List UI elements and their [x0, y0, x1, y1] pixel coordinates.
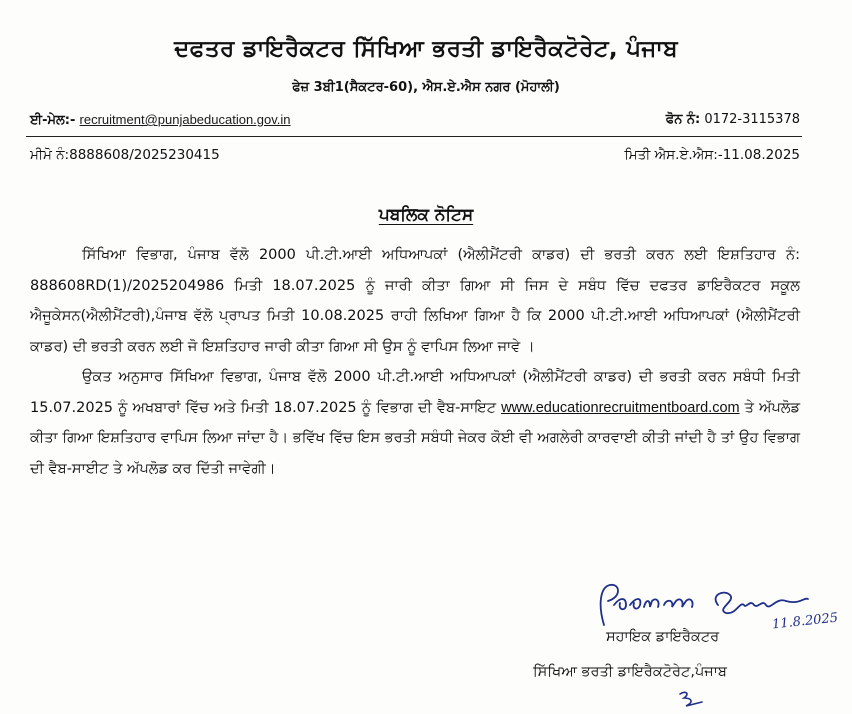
- email-link[interactable]: recruitment@punjabeducation.gov.in: [79, 112, 291, 127]
- contact-row: [30, 112, 800, 128]
- signatory-designation: ਸਹਾਇਕ ਡਾਇਰੈਕਟਰ: [606, 629, 720, 645]
- notice-body: [30, 240, 800, 484]
- handwritten-date: 11.8.2025: [771, 610, 839, 633]
- office-address: ਫੇਜ਼ 3ਬੀ1(ਸੈਕਟਰ-60), ਐਸ.ਏ.ਐਸ ਨਗਰ (ਮੋਹਾਲੀ): [292, 80, 560, 95]
- notice-paragraph-2: [30, 362, 800, 484]
- paragraph-2-end: ਤੇ ਅੱਪਲੋਡ ਕੀਤਾ ਗਿਆ ਇਸ਼ਤਿਹਾਰ ਵਾਪਿਸ ਲਿਆ ਜਾਂਦਾ ਹੈ। ਭਵਿੱਖ ਵਿੱਚ ਇਸ ਭਰਤੀ ਸਬੰਧੀ ਜੇਕਰ ਕੋਈ ਵੀ ਅਗਲੇਰੀ ਕਾਰਵਾਈ ਕੀਤੀ ਜਾਂਦੀ ਹੈ ਤਾਂ ਉਹ ਵਿਭਾਗ ਦੀ ਵੈਬ-ਸਾਈਟ ਤੇ ਅੱਪਲੋਡ ਕਰ ਦਿੱਤੀ ਜਾਵੇਗੀ।: [30, 399, 801, 477]
- memo-date: ਮਿਤੀ ਐਸ.ਏ.ਐਸ:-11.08.2025: [624, 147, 800, 163]
- notice-paragraph-1: ਸਿੱਖਿਆ ਵਿਭਾਗ, ਪੰਜਾਬ ਵੱਲੋ 2000 ਪੀ.ਟੀ.ਆਈ ਅਧਿਆਪਕਾਂ (ਐਲੀਮੈਂਟਰੀ ਕਾਡਰ) ਦੀ ਭਰਤੀ ਕਰਨ ਲਈ ਇਸ਼ਤਿਹਾਰ ਨੰ: 888608RD(1)/2025204986 ਮਿਤੀ 18.07.2025 ਨੂੰ ਜਾਰੀ ਕੀਤਾ ਗਿਆ ਸੀ ਜਿਸ ਦੇ ਸਬੰਧ ਵਿੱਚ ਦਫਤਰ ਡਾਇਰੈਕਟਰ ਸਕੂਲ ਐਜੂਕੇਸਨ(ਐਲੀਮੈਂਟਰੀ),ਪੰਜਾਬ ਵੱਲੋ ਪ੍ਰਾਪਤ ਮਿਤੀ 10.08.2025 ਰਾਹੀ ਲਿਖਿਆ ਗਿਆ ਹੈ ਕਿ 2000 ਪੀ.ਟੀ.ਆਈ ਅਧਿਆਪਕਾਂ (ਐਲੀਮੈਂਟਰੀ ਕਾਡਰ) ਦੀ ਭਰਤੀ ਕਰਨ ਲਈ ਜੋ ਇਸ਼ਤਿਹਾਰ ਜਾਰੀ ਕੀਤਾ ਗਿਆ ਸੀ ਉਸ ਨੂੰ ਵਾਪਿਸ ਲਿਆ ਜਾਵੇ ।: [30, 247, 800, 355]
- header-divider: [26, 136, 802, 137]
- email-label: ਈ-ਮੇਲ:-: [30, 113, 76, 128]
- signatory-office: ਸਿੱਖਿਆ ਭਰਤੀ ਡਾਇਰੈਕਟੋਰੇਟ,ਪੰਜਾਬ: [533, 664, 727, 680]
- phone-info: [666, 112, 800, 127]
- phone-label: ਫੋਨ ਨੰ:: [665, 112, 701, 127]
- office-title: ਦਫਤਰ ਡਾਇਰੈਕਟਰ ਸਿੱਖਿਆ ਭਰਤੀ ਡਾਇਰੈਕਟੋਰੇਟ, ਪੰਜਾਬ: [174, 36, 678, 62]
- memo-number: ਮੀਮੋ ਨੰ:8888608/2025230415: [30, 147, 220, 163]
- notice-heading: ਪਬਲਿਕ ਨੋਟਿਸ: [378, 205, 474, 225]
- phone-number: 0172-3115378: [704, 112, 800, 127]
- website-link[interactable]: www.educationrecruitmentboard.com: [501, 399, 740, 416]
- paragraph-2-start: ਉਕਤ ਅਨੁਸਾਰ ਸਿੱਖਿਆ ਵਿਭਾਗ, ਪੰਜਾਬ ਵੱਲੋ 2000 ਪੀ.ਟੀ.ਆਈ ਅਧਿਆਪਕਾਂ (ਐਲੀਮੈਂਟਰੀ ਕਾਡਰ) ਦੀ ਭਰਤੀ ਕਰਨ ਸਬੰਧੀ ਮਿਤੀ 15.07.2025 ਨੂੰ ਅਖਬਾਰਾਂ ਵਿੱਚ ਅਤੇ ਮਿਤੀ 18.07.2025 ਨੂੰ ਵਿਭਾਗ ਦੀ ਵੈਬ-ਸਾਇਟ: [30, 369, 800, 416]
- handwritten-initial: [672, 688, 712, 712]
- memo-row: [30, 147, 800, 163]
